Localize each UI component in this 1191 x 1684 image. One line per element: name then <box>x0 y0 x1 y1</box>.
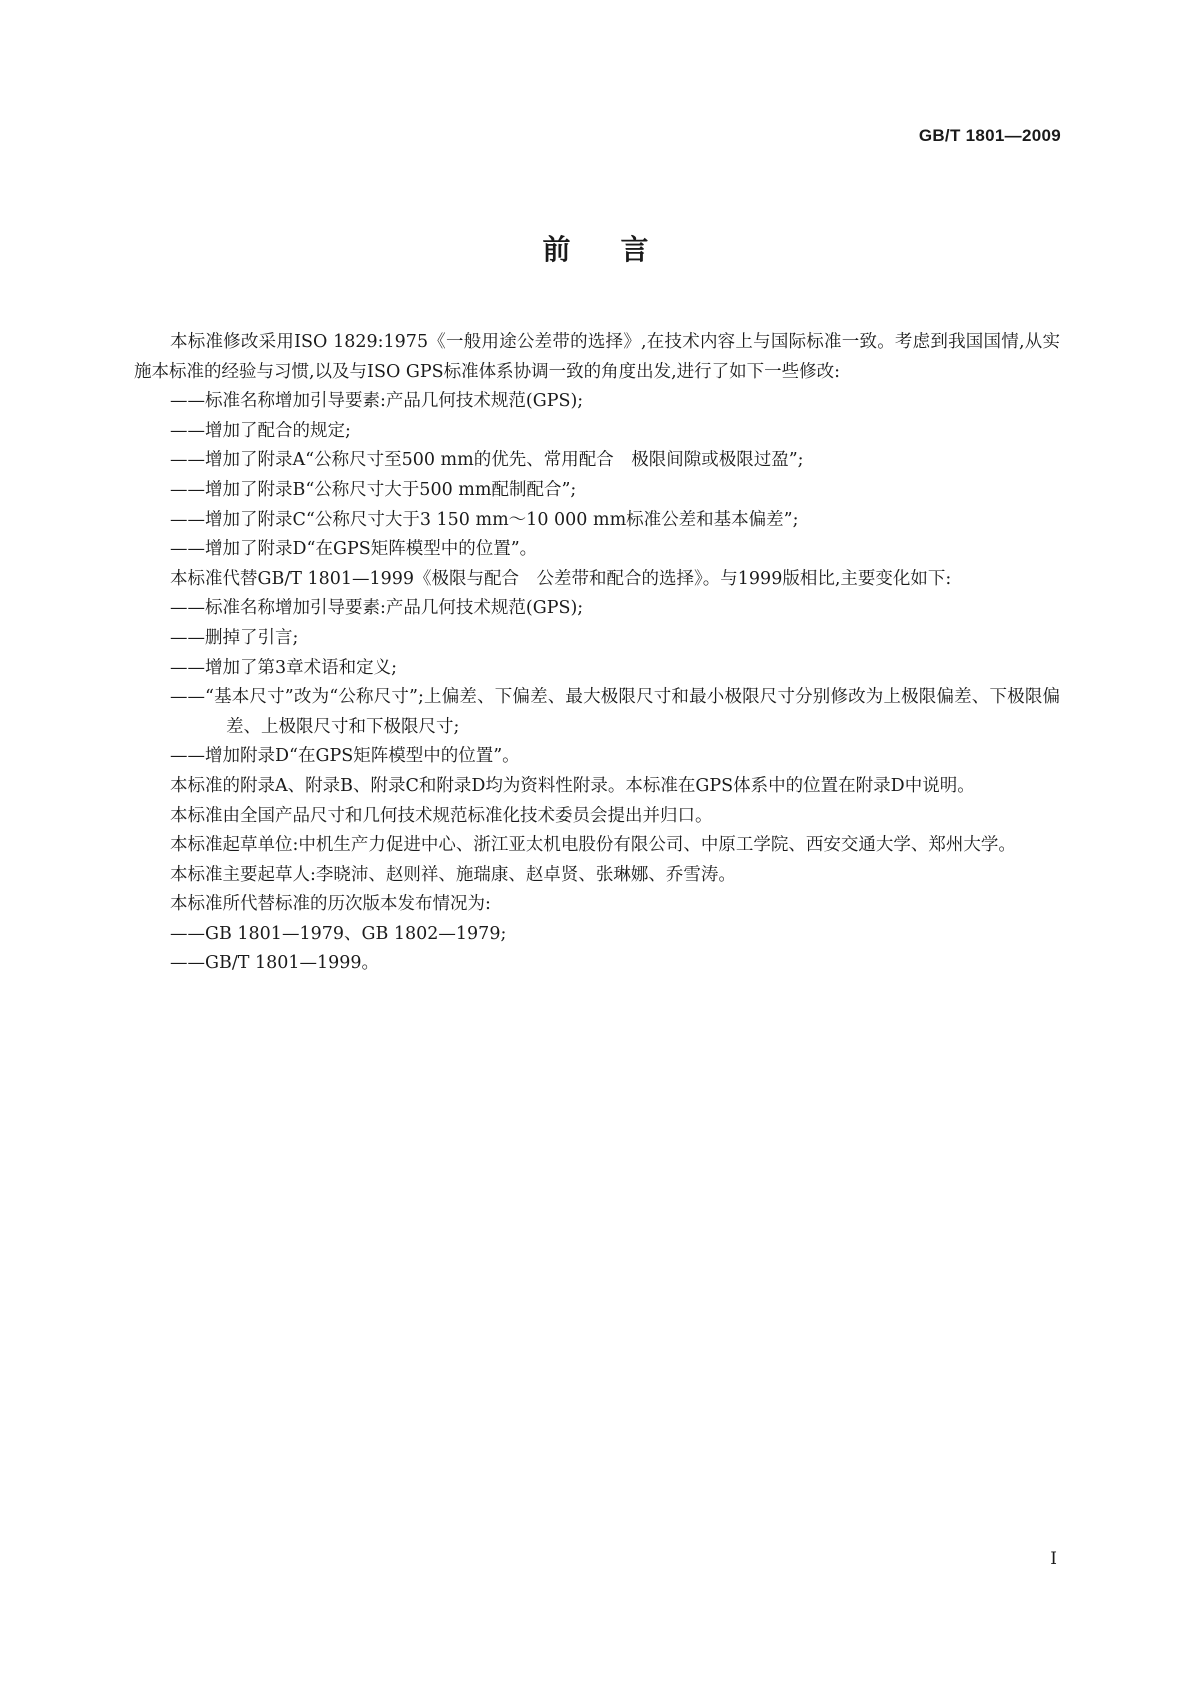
paragraph-drafters: 本标准主要起草人:李晓沛、赵则祥、施瑞康、赵卓贤、张琳娜、乔雪涛。 <box>170 864 736 885</box>
list-item: ——增加了第3章术语和定义; <box>170 657 398 678</box>
paragraph-drafting-units: 本标准起草单位:中机生产力促进中心、浙江亚太机电股份有限公司、中原工学院、西安交通大学、郑州大学。 <box>170 835 1016 856</box>
list-item: ——“基本尺寸”改为“公称尺寸”;上偏差、下偏差、最大极限尺寸和最小极限尺寸分别修改为上极限偏差、下极限偏差、上极限尺寸和下极限尺寸; <box>170 687 1060 737</box>
list-item: ——删掉了引言; <box>170 627 299 648</box>
list-item: ——增加了附录D“在GPS矩阵模型中的位置”。 <box>170 539 538 560</box>
list-item: ——增加附录D“在GPS矩阵模型中的位置”。 <box>170 746 520 767</box>
foreword-body <box>134 328 1060 979</box>
page-number: I <box>1050 1549 1057 1569</box>
list-item: ——GB/T 1801—1999。 <box>170 953 380 974</box>
list-item: ——GB 1801—1979、GB 1802—1979; <box>170 923 507 944</box>
paragraph-committee: 本标准由全国产品尺寸和几何技术规范标准化技术委员会提出并归口。 <box>170 805 713 826</box>
list-item: ——标准名称增加引导要素:产品几何技术规范(GPS); <box>170 598 584 619</box>
list-item: ——标准名称增加引导要素:产品几何技术规范(GPS); <box>170 391 584 412</box>
list-item: ——增加了附录B“公称尺寸大于500 mm配制配合”; <box>170 479 577 500</box>
page-title: 前言 <box>542 233 699 266</box>
list-item: ——增加了附录C“公称尺寸大于3 150 mm～10 000 mm标准公差和基本偏差”; <box>170 509 799 530</box>
paragraph-replacement: 本标准代替GB/T 1801—1999《极限与配合 公差带和配合的选择》。与1999版相比,主要变化如下: <box>170 568 952 589</box>
paragraph-annexes: 本标准的附录A、附录B、附录C和附录D均为资料性附录。本标准在GPS体系中的位置在附录D中说明。 <box>170 775 975 796</box>
paragraph-adoption: 本标准修改采用ISO 1829:1975《一般用途公差带的选择》,在技术内容上与国际标准一致。考虑到我国国情,从实施本标准的经验与习惯,以及与ISO GPS标准体系协调一致的角度出发,进行了如下一些修改: <box>134 332 1060 382</box>
paragraph-history: 本标准所代替标准的历次版本发布情况为: <box>170 894 491 915</box>
list-item: ——增加了附录A“公称尺寸至500 mm的优先、常用配合 极限间隙或极限过盈”; <box>170 450 804 471</box>
list-item: ——增加了配合的规定; <box>170 420 351 441</box>
standard-number: GB/T 1801—2009 <box>918 126 1061 145</box>
